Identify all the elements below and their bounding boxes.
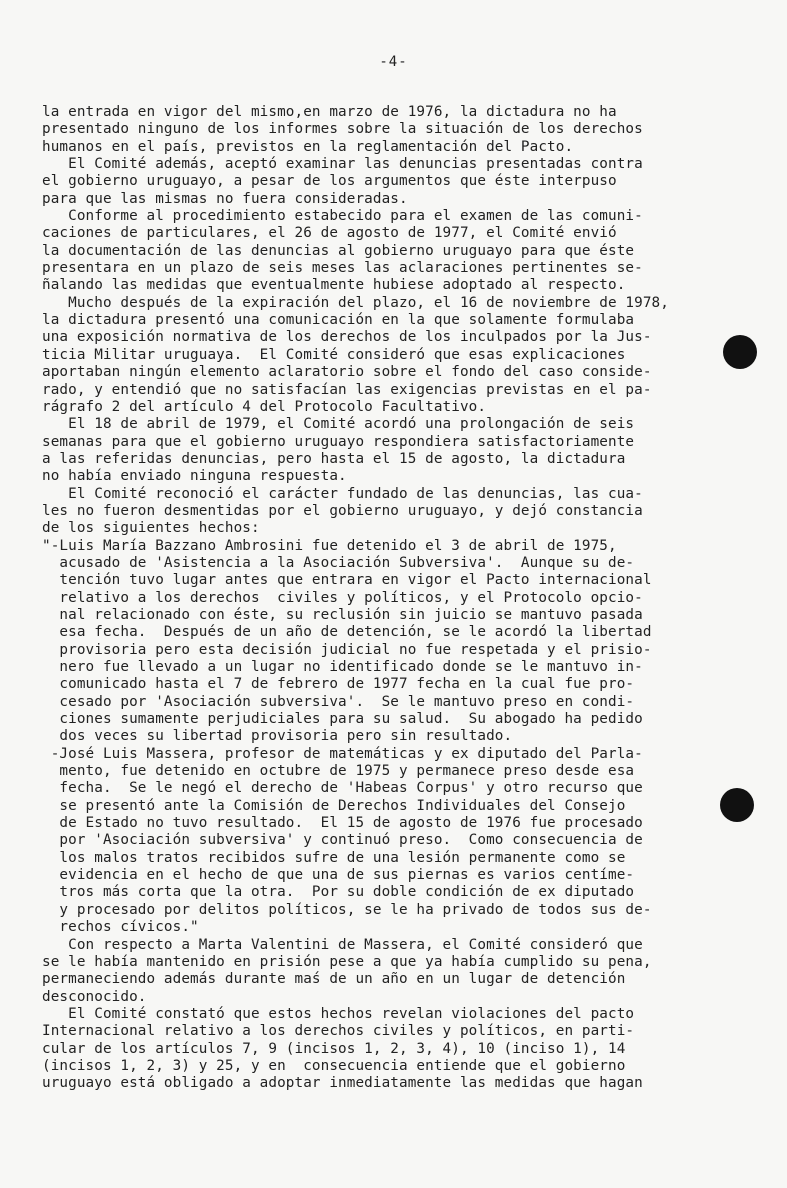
text-line: ñalando las medidas que eventualmente hubiese adoptado al respecto. [42,277,626,294]
text-line: presentara en un plazo de seis meses las aclaraciones pertinentes se- [42,260,643,277]
text-line: nero fue llevado a un lugar no identificado donde se le mantuvo in- [42,659,643,675]
text-line: caciones de particulares, el 26 de agosto de 1977, el Comité envió [42,225,617,242]
page-number: -4- [379,54,408,70]
text-line: desconocido. [42,988,147,1005]
text-line: El 18 de abril de 1979, el Comité acordó una prolongación de seis [42,416,635,433]
text-line: semanas para que el gobierno uruguayo respondiera satisfactoriamente [42,433,635,450]
document-body [42,104,762,1093]
text-line: ticia Militar uruguaya. El Comité consideró que esas explicaciones [42,346,626,363]
text-line: El Comité reconoció el carácter fundado de las denuncias, las cua- [42,485,643,502]
text-line: el gobierno uruguayo, a pesar de los argumentos que éste interpuso [42,173,617,190]
text-line: presentado ninguno de los informes sobre la situación de los derechos [42,121,643,138]
text-line: relativo a los derechos civiles y políticos, y el Protocolo opcio- [42,589,643,606]
text-line: la dictadura presentó una comunicación en la que solamente formulaba [42,312,635,329]
punch-hole-top [723,335,757,369]
text-line: comunicado hasta el 7 de febrero de 1977 fecha en la cual fue pro- [42,676,635,693]
text-line: Internacional relativo a los derechos civiles y políticos, en parti- [42,1023,635,1040]
text-line: no había enviado ninguna respuesta. [42,468,347,485]
text-line: dos veces su libertad provisoria pero sin resultado. [42,728,513,745]
text-line: rado, y entendió que no satisfacían las exigencias previstas en el pa- [42,381,652,398]
text-line: mento, fue detenido en octubre de 1975 y permanece preso desde esa [42,763,635,780]
text-line: una exposición normativa de los derechos de los inculpados por la Jus- [42,329,652,346]
text-line: fecha. Se le negó el derecho de 'Habeas Corpus' y otro recurso que [42,780,643,797]
text-line: permaneciendo además durante maś de un año en un lugar de detención [42,971,626,988]
text-line: acusado de 'Asistencia a la Asociación Subversiva'. Aunque su de- [42,554,635,571]
text-line: Mucho después de la expiración del plazo, el 16 de noviembre de 1978, [42,294,669,311]
text-line: provisoria pero esta decisión judicial no fue respetada y el prisio- [42,641,652,658]
text-line: -José Luis Massera, profesor de matemáticas y ex diputado del Parla- [42,745,643,762]
text-line: tros más corta que la otra. Por su doble condición de ex diputado [42,884,635,901]
text-line: por 'Asociación subversiva' y continuó preso. Como consecuencia de [42,832,643,849]
text-line: esa fecha. Después de un año de detención, se le acordó la libertad [42,624,652,641]
text-line: cesado por 'Asociación subversiva'. Se le mantuvo preso en condi- [42,693,635,710]
text-line: humanos en el país, previstos en la reglamentación del Pacto. [42,138,574,155]
text-line: tención tuvo lugar antes que entrara en vigor el Pacto internacional [42,572,652,589]
text-line: evidencia en el hecho de que una de sus piernas es varios centíme- [42,867,635,884]
text-line: la documentación de las denuncias al gobierno uruguayo para que éste [42,242,635,259]
text-line: para que las mismas no fuera consideradas. [42,190,408,207]
text-line: aportaban ningún elemento aclaratorio sobre el fondo del caso conside- [42,364,652,381]
text-line: ciones sumamente perjudiciales para su salud. Su abogado ha pedido [42,711,643,728]
text-line: "-Luis María Bazzano Ambrosini fue detenido el 3 de abril de 1975, [42,537,617,554]
text-line: rechos cívicos." [42,919,199,936]
text-line: El Comité además, aceptó examinar las denuncias presentadas contra [42,156,643,173]
text-line: (incisos 1, 2, 3) y 25, y en consecuencia entiende que el gobierno [42,1057,626,1074]
text-line: a las referidas denuncias, pero hasta el 15 de agosto, la dictadura [42,450,626,467]
text-line: de los siguientes hechos: [42,520,260,537]
text-line: se presentó ante la Comisión de Derechos Individuales del Consejo [42,797,626,814]
text-line: y procesado por delitos políticos, se le ha privado de todos sus de- [42,901,652,918]
text-line: uruguayo está obligado a adoptar inmediatamente las medidas que hagan [42,1075,643,1092]
text-line: Conforme al procedimiento estabecido para el examen de las comuni- [42,208,643,225]
text-line: les no fueron desmentidas por el gobierno uruguayo, y dejó constancia [42,502,643,519]
text-line: los malos tratos recibidos sufre de una lesión permanente como se [42,849,626,866]
text-line: se le había mantenido en prisión pese a que ya había cumplido su pena, [42,953,652,970]
text-line: nal relacionado con éste, su reclusión sin juicio se mantuvo pasada [42,606,643,623]
punch-hole-bottom [720,788,754,822]
text-line: rágrafo 2 del artículo 4 del Protocolo Facultativo. [42,398,487,415]
text-line: cular de los artículos 7, 9 (incisos 1, 2, 3, 4), 10 (inciso 1), 14 [42,1040,626,1057]
text-line: Con respecto a Marta Valentini de Massera, el Comité consideró que [42,936,643,953]
text-line: de Estado no tuvo resultado. El 15 de agosto de 1976 fue procesado [42,815,643,832]
text-line: la entrada en vigor del mismo,en marzo de 1976, la dictadura no ha [42,104,617,120]
text-line: El Comité constató que estos hechos revelan violaciones del pacto [42,1005,635,1022]
